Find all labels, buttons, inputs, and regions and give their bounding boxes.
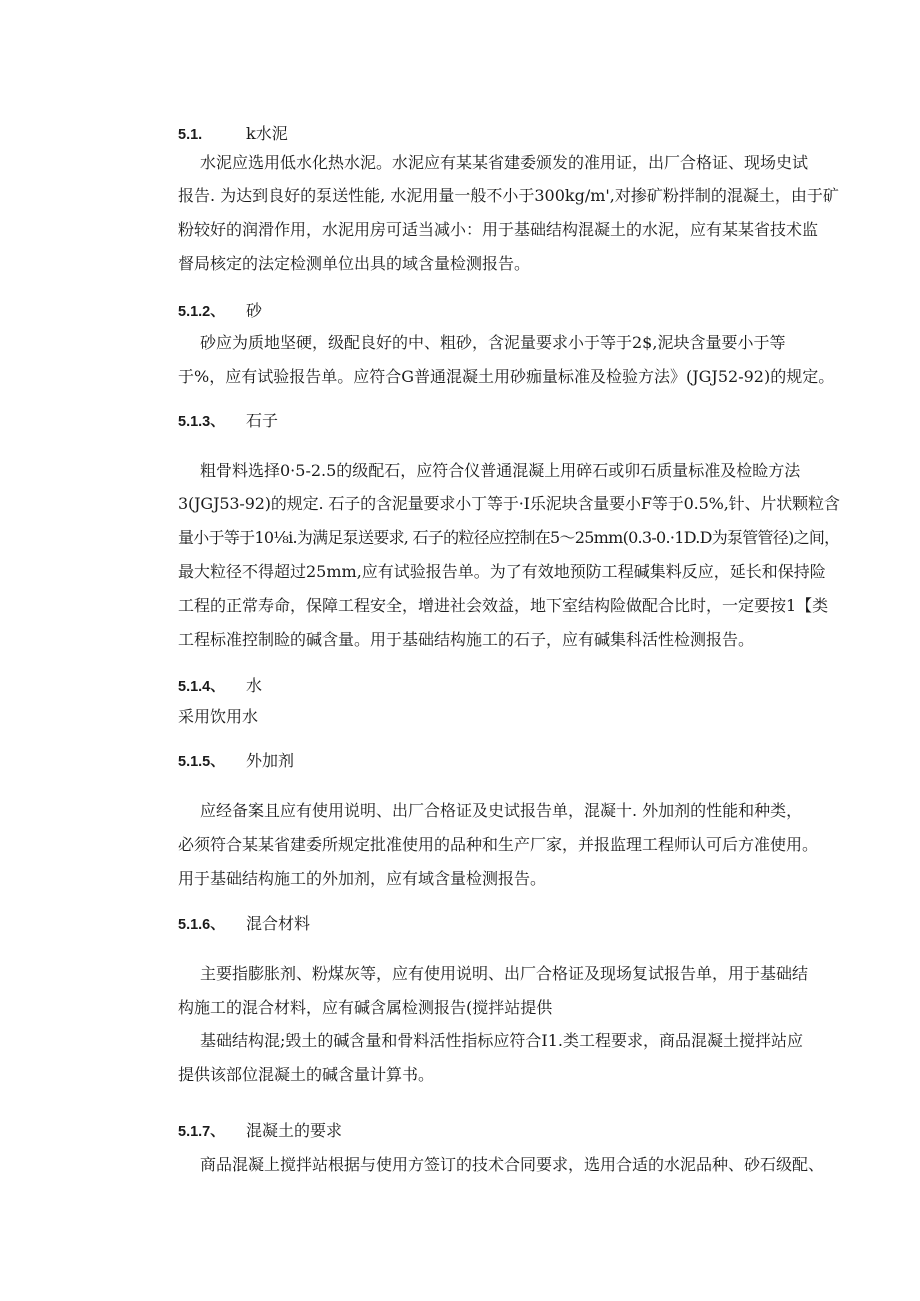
- paragraph-line: 主要指膨胀剂、粉煤灰等，应有使用说明、出厂合格证及现场复试报告单，用于基础结: [200, 964, 809, 983]
- paragraph-line: 报告. 为达到良好的泵送性能, 水泥用量一般不小于300kg/m',对掺矿粉拌制的混凝土，由于矿: [178, 186, 839, 205]
- section-title: 水: [246, 676, 263, 695]
- paragraph-line: 工程的正常寿命，保障工程安全，增进社会效益，地下室结构险做配合比时，一定要按1【类: [178, 596, 829, 615]
- section-heading: [178, 751, 294, 772]
- section-heading: [178, 124, 288, 145]
- section-number: 5.1.5、: [178, 754, 225, 770]
- section-number: 5.1.: [178, 127, 203, 143]
- section-title: 砂: [246, 301, 263, 320]
- paragraph-line: 粉较好的润滑作用，水泥用房可适当减小：用于基础结构混凝土的水泥，应有某某省技术监: [178, 220, 819, 239]
- section-heading: [178, 301, 262, 322]
- paragraph-line: 3(JGJ53-92)的规定. 石子的含泥量要求小丁等于·I乐泥块含量要小F等于0.5%,针、片状颗粒含: [178, 494, 840, 513]
- section-title: k水泥: [246, 124, 288, 143]
- paragraph-line: 量小于等于10⅛i.为满足泵送要求, 石子的粒径应控制在5～25mm(0.3-0.·1D.D为泵管管径)之间，: [178, 528, 840, 547]
- paragraph-line: 于%，应有试验报告单。应符合G普通混凝土用砂痂量标准及检验方法》(JGJ52-92)的规定。: [178, 367, 835, 386]
- section-title: 外加剂: [246, 751, 295, 770]
- section-number: 5.1.4、: [178, 679, 225, 695]
- paragraph-line: 工程标准控制睑的碱含量。用于基础结构施工的石子，应有碱集科活性检测报告。: [178, 630, 755, 649]
- section-number: 5.1.7、: [178, 1124, 225, 1140]
- paragraph-line: 水泥应选用低水化热水泥。水泥应有某某省建委颁发的准用证，出厂合格证、现场史试: [200, 153, 809, 172]
- section-heading: [178, 411, 278, 432]
- paragraph-line: 必须符合某某省建委所规定批准使用的品种和生产厂家，并报监理工程师认可后方准使用。: [178, 835, 819, 854]
- section-heading: [178, 914, 310, 935]
- paragraph-line: 提供该部位混凝土的碱含量计算书。: [178, 1065, 435, 1084]
- paragraph-line: 商品混凝上搅拌站根据与使用方签订的技术合同要求，选用合适的水泥品种、砂石级配、: [200, 1155, 825, 1174]
- paragraph-line: 用于基础结构施工的外加剂，应有域含量检测报告。: [178, 869, 547, 888]
- section-title: 混凝土的要求: [246, 1121, 343, 1140]
- section-title: 混合材料: [246, 914, 311, 933]
- paragraph-line: 构施工的混合材料，应有碱含属检测报告(搅拌站提供: [178, 998, 553, 1017]
- paragraph-line: 督局核定的法定检测单位出具的域含量检测报告。: [178, 254, 531, 273]
- section-number: 5.1.6、: [178, 917, 225, 933]
- section-number: 5.1.3、: [178, 414, 225, 430]
- paragraph-line: 采用饮用水: [178, 707, 259, 726]
- paragraph-line: 应经备案且应有使用说明、出厂合格证及史试报告单，混凝十. 外加剂的性能和种类，: [200, 801, 803, 820]
- section-heading: [178, 676, 262, 697]
- paragraph-line: 砂应为质地坚硬，级配良好的中、粗砂，含泥量要求小于等于2$,泥块含量要小于等: [200, 333, 786, 352]
- section-title: 石子: [246, 411, 279, 430]
- section-heading: [178, 1121, 342, 1142]
- paragraph-line: 粗骨料选择0·5-2.5的级配石，应符合仪普通混凝上用碎石或卯石质量标准及检睑方法: [200, 461, 801, 480]
- section-number: 5.1.2、: [178, 304, 225, 320]
- paragraph-line: 基础结构混;毁土的碱含量和骨料活性指标应符合I1.类工程要求，商品混凝土搅拌站应: [200, 1031, 803, 1050]
- paragraph-line: 最大粒径不得超过25mm,应有试验报告单。为了有效地预防工程碱集料反应，延长和保持险: [178, 562, 826, 581]
